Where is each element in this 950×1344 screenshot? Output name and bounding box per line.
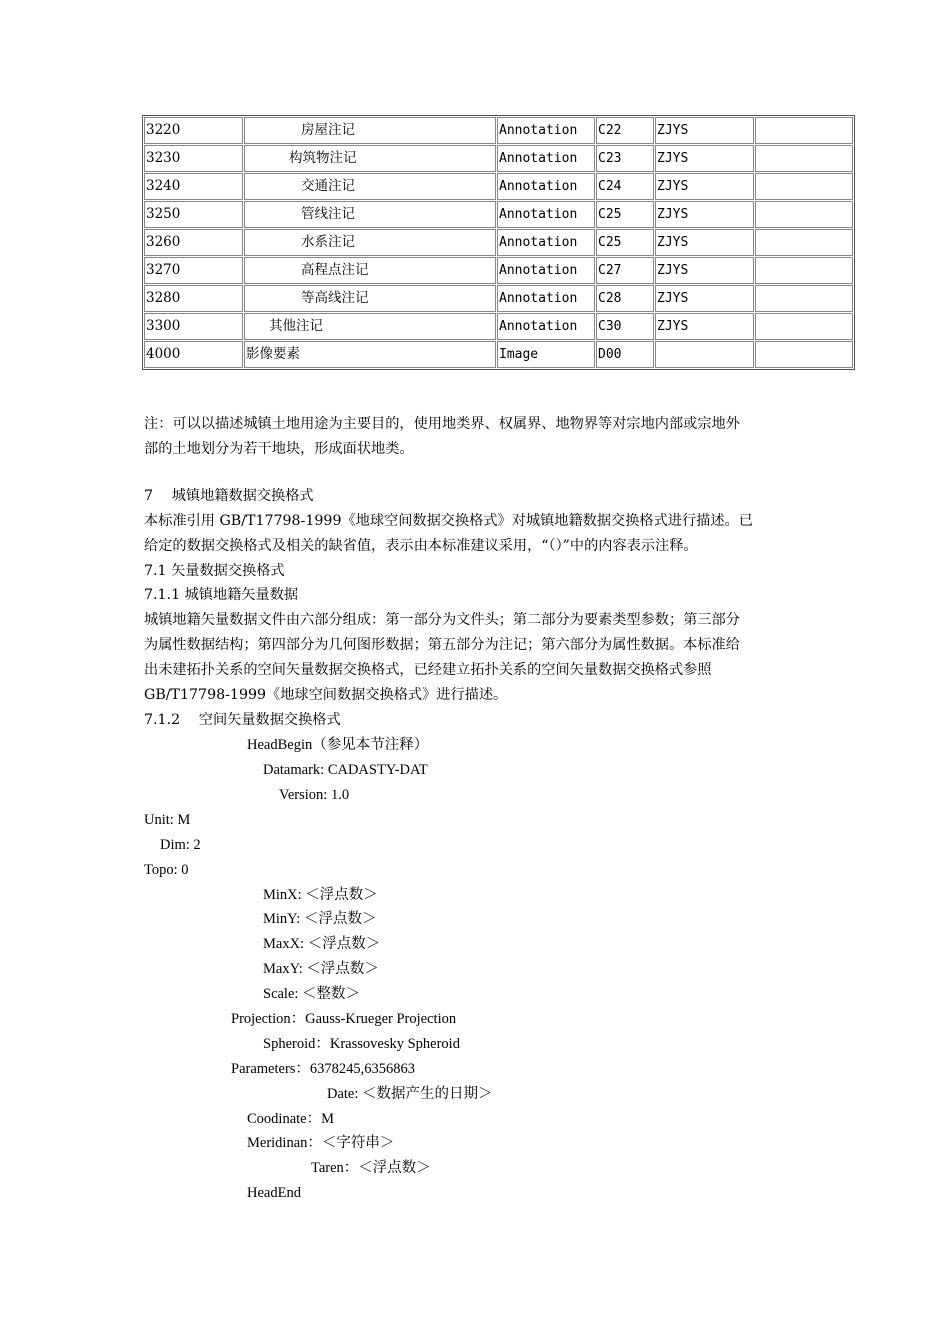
code-cell: 3280 <box>144 285 243 312</box>
type-cell: Annotation <box>497 173 595 200</box>
spec-unit: Unit: M <box>144 812 191 828</box>
spec-spheroid: Spheroid：Krassovesky Spheroid <box>263 1036 460 1052</box>
table-row <box>144 229 853 256</box>
group-cell: ZJYS <box>655 201 754 228</box>
note-line-2: 部的土地划分为若干地块，形成面状地类。 <box>144 441 414 457</box>
extra-cell <box>755 229 853 256</box>
section-7-para-line-2: 给定的数据交换格式及相关的缺省值，表示由本标准建议采用，“（）”中的内容表示注释。 <box>144 538 698 554</box>
type-cell: Annotation <box>497 145 595 172</box>
group-cell: ZJYS <box>655 117 754 144</box>
heading-7-1-1: 7.1.1 城镇地籍矢量数据 <box>144 587 299 603</box>
spec-head-begin: HeadBegin（参见本节注释） <box>247 737 429 753</box>
spec-meridinan: Meridinan：＜字符串＞ <box>247 1135 395 1151</box>
table-row <box>144 285 853 312</box>
spec-dim: Dim: 2 <box>160 837 201 853</box>
layer-cell: C28 <box>596 285 654 312</box>
name-cell: 高程点注记 <box>244 257 496 284</box>
heading-7-1-2: 7.1.2 空间矢量数据交换格式 <box>144 712 341 728</box>
layer-cell: C25 <box>596 229 654 256</box>
body-line-2: 为属性数据结构；第四部分为几何图形数据；第五部分为注记；第六部分为属性数据。本标准给 <box>144 637 740 653</box>
section-7-heading: 7 城镇地籍数据交换格式 <box>144 488 314 504</box>
heading-7-1: 7.1 矢量数据交换格式 <box>144 563 285 579</box>
table-row <box>144 117 853 144</box>
spec-head-end: HeadEnd <box>247 1185 301 1201</box>
group-cell: ZJYS <box>655 173 754 200</box>
table-row <box>144 173 853 200</box>
spec-miny: MinY: ＜浮点数＞ <box>263 911 377 927</box>
type-cell: Annotation <box>497 229 595 256</box>
code-cell: 3260 <box>144 229 243 256</box>
code-cell: 3250 <box>144 201 243 228</box>
code-cell: 3230 <box>144 145 243 172</box>
body-line-3: 出未建拓扑关系的空间矢量数据交换格式，已经建立拓扑关系的空间矢量数据交换格式参照 <box>144 662 712 678</box>
table-row <box>144 257 853 284</box>
type-cell: Annotation <box>497 257 595 284</box>
extra-cell <box>755 173 853 200</box>
type-cell: Image <box>497 341 595 368</box>
name-cell: 等高线注记 <box>244 285 496 312</box>
body-line-4: GB/T17798-1999《地球空间数据交换格式》进行描述。 <box>144 687 508 703</box>
extra-cell <box>755 145 853 172</box>
layer-cell: C25 <box>596 201 654 228</box>
spec-version: Version: 1.0 <box>279 787 350 803</box>
type-cell: Annotation <box>497 201 595 228</box>
table-row <box>144 145 853 172</box>
feature-code-table-body <box>144 117 853 368</box>
spec-datamark: Datamark: CADASTY-DAT <box>263 762 428 778</box>
name-cell: 构筑物注记 <box>244 145 496 172</box>
extra-cell <box>755 201 853 228</box>
layer-cell: C24 <box>596 173 654 200</box>
layer-cell: C22 <box>596 117 654 144</box>
spec-maxx: MaxX: ＜浮点数＞ <box>263 936 381 952</box>
group-cell <box>655 341 754 368</box>
code-cell: 3300 <box>144 313 243 340</box>
feature-code-table <box>142 115 855 370</box>
spec-coodinate: Coodinate：M <box>247 1111 334 1127</box>
extra-cell <box>755 257 853 284</box>
layer-cell: C23 <box>596 145 654 172</box>
extra-cell <box>755 341 853 368</box>
group-cell: ZJYS <box>655 145 754 172</box>
spec-parameters: Parameters：6378245,6356863 <box>231 1061 416 1077</box>
spec-taren: Taren：＜浮点数＞ <box>311 1160 431 1176</box>
layer-cell: C27 <box>596 257 654 284</box>
section-7-para-line-1: 本标准引用 GB/T17798-1999《地球空间数据交换格式》对城镇地籍数据交换格式进行描述。已 <box>144 513 753 529</box>
body-line-1: 城镇地籍矢量数据文件由六部分组成：第一部分为文件头；第二部分为要素类型参数；第三部分 <box>144 612 740 628</box>
code-cell: 3270 <box>144 257 243 284</box>
spec-maxy: MaxY: ＜浮点数＞ <box>263 961 379 977</box>
table-row <box>144 313 853 340</box>
group-cell: ZJYS <box>655 313 754 340</box>
name-cell: 房屋注记 <box>244 117 496 144</box>
group-cell: ZJYS <box>655 229 754 256</box>
type-cell: Annotation <box>497 285 595 312</box>
layer-cell: C30 <box>596 313 654 340</box>
group-cell: ZJYS <box>655 285 754 312</box>
name-cell: 影像要素 <box>244 341 496 368</box>
code-cell: 3220 <box>144 117 243 144</box>
table-row <box>144 341 853 368</box>
name-cell: 交通注记 <box>244 173 496 200</box>
extra-cell <box>755 313 853 340</box>
spec-projection: Projection：Gauss-Krueger Projection <box>231 1011 457 1027</box>
name-cell: 管线注记 <box>244 201 496 228</box>
code-cell: 4000 <box>144 341 243 368</box>
note-line-1: 注：可以以描述城镇土地用途为主要目的，使用地类界、权属界、地物界等对宗地内部或宗地外 <box>144 416 740 432</box>
layer-cell: D00 <box>596 341 654 368</box>
spec-topo: Topo: 0 <box>144 862 189 878</box>
type-cell: Annotation <box>497 117 595 144</box>
spec-minx: MinX: ＜浮点数＞ <box>263 887 378 903</box>
spec-date: Date: ＜数据产生的日期＞ <box>327 1086 493 1102</box>
name-cell: 水系注记 <box>244 229 496 256</box>
extra-cell <box>755 285 853 312</box>
table-row <box>144 201 853 228</box>
type-cell: Annotation <box>497 313 595 340</box>
name-cell: 其他注记 <box>244 313 496 340</box>
code-cell: 3240 <box>144 173 243 200</box>
extra-cell <box>755 117 853 144</box>
spec-scale: Scale: ＜整数＞ <box>263 986 361 1002</box>
group-cell: ZJYS <box>655 257 754 284</box>
